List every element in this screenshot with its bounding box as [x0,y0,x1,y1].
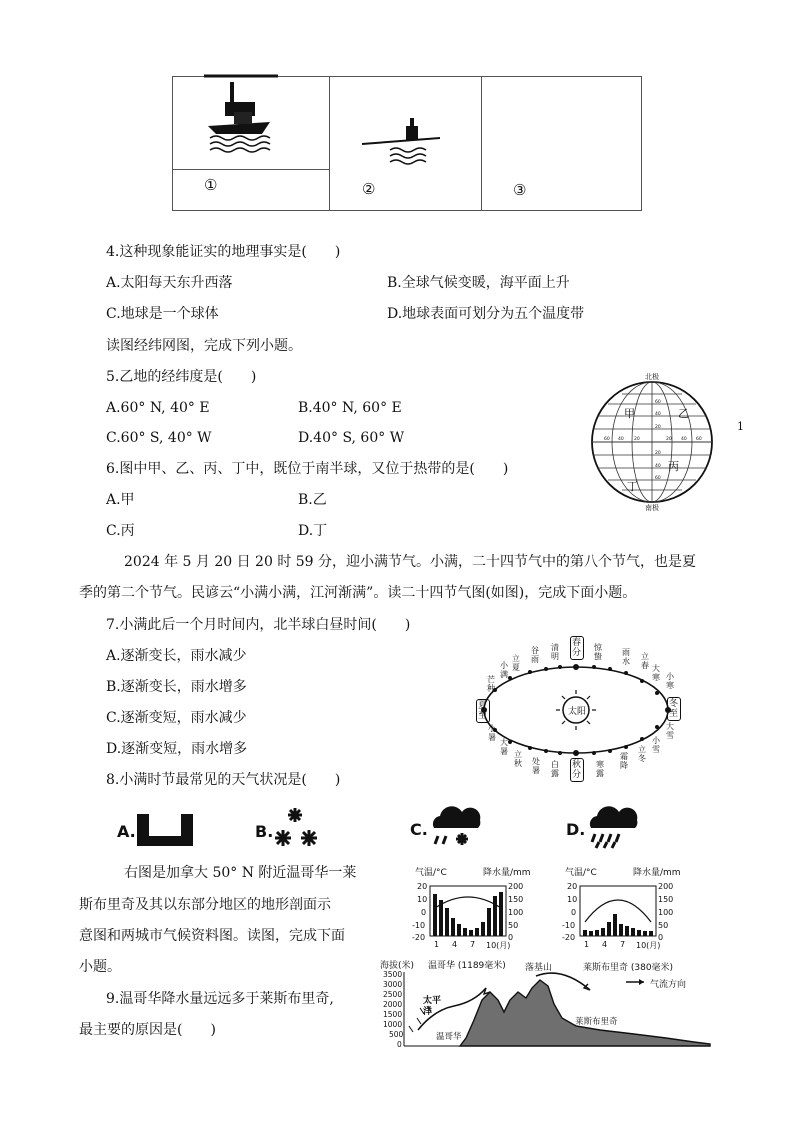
term-lichun: 立春 [641,652,649,670]
lethbridge-temp-tick: -20 [562,933,576,942]
vancouver-precip-tick: 50 [508,921,519,930]
q6-option-c[interactable]: C.丙 [106,523,135,539]
q6-option-b[interactable]: B.乙 [298,492,327,508]
altitude-axis-label: 海拔(米) [380,961,415,971]
q6-stem: 6.图中甲、乙、丙、丁中，既位于南半球，又位于热带的是( ) [106,461,509,477]
intro-grid: 读图经纬网图，完成下列小题。 [106,338,302,354]
term-winter-solstice: 冬至 [667,697,681,721]
svg-text:20: 20 [666,437,672,442]
passage-line-2: 季的第二个节气。民谚云“小满小满，江河渐满”。读二十四节气图(如图)，完成下面小题。 [79,585,637,601]
altitude-tick: 2500 [383,990,403,999]
page-number-mark: 1 [737,420,744,433]
svg-text:40: 40 [655,412,661,417]
svg-text:20: 20 [655,425,661,430]
vancouver-climate-chart [430,884,506,938]
altitude-tick: 2000 [383,1000,403,1009]
term-bailu: 白露 [551,760,559,778]
lethbridge-temp-axis-label: 气温/°C [565,868,597,878]
q8-option-a[interactable]: A. [117,822,136,841]
vancouver-month-tick: 4 [452,940,458,949]
globe-grid-map [588,372,718,512]
altitude-tick: 1500 [383,1010,403,1019]
term-lidong: 立冬 [638,745,646,763]
q5-option-a[interactable]: A.60° N, 40° E [106,400,210,416]
lethbridge-temp-tick: 20 [567,882,578,891]
passage-line-1: 2024 年 5 月 20 日 20 时 59 分，迎小满节气。小满，二十四节气中的第八个节气，也是夏 [124,554,697,570]
snow-weather-icon [273,806,323,850]
lethbridge-precip-tick: 100 [658,908,674,917]
term-daxue: 大雪 [666,722,674,740]
q9-line-2: 最主要的原因是( ) [79,1022,216,1038]
table-divider [329,76,330,210]
svg-text:40: 40 [618,437,624,442]
lethbridge-month-tick: 10(月) [636,941,661,950]
vancouver-month-tick: 7 [470,940,476,949]
term-shuangjiang: 霜降 [620,752,628,770]
ship-partial-illustration [362,116,442,166]
svg-text:60: 60 [655,400,661,405]
sunny-weather-icon [135,812,195,848]
vancouver-month-tick: 1 [434,940,440,949]
altitude-tick: 3500 [383,970,403,979]
term-summer-solstice: 夏至 [476,699,490,723]
lethbridge-temp-tick: 0 [571,908,577,917]
lethbridge-temp-tick: 10 [567,895,578,904]
rocky-mountains-label: 落基山 [525,963,553,973]
q8-option-b[interactable]: B. [255,822,274,841]
lethbridge-month-tick: 4 [602,940,608,949]
term-mangzhong: 芒种 [487,675,495,693]
term-jingzhe: 惊蛰 [594,643,602,661]
q8-option-c[interactable]: C. [410,820,428,839]
q4-option-c[interactable]: C.地球是一个球体 [106,306,219,322]
table-divider [481,76,482,210]
term-yushui: 雨水 [622,648,630,666]
altitude-tick: 0 [397,1040,402,1049]
lethbridge-climate-chart [580,884,656,938]
q4-option-a[interactable]: A.太阳每天东升西落 [106,275,233,291]
term-chushu: 处暑 [532,757,540,775]
vancouver-temp-tick: -10 [412,921,426,930]
vancouver-header: 温哥华 (1189毫米) [428,961,506,971]
vancouver-precip-tick: 100 [508,908,524,917]
term-lixia: 立夏 [512,654,520,672]
term-xiaohan: 小寒 [666,672,674,690]
q7-option-d[interactable]: D.逐渐变短，雨水增多 [106,741,248,757]
q5-option-b[interactable]: B.40° N, 60° E [298,400,402,416]
vancouver-temp-axis-label: 气温/°C [415,868,447,878]
term-xiaoshu: 小暑 [488,724,496,742]
vancouver-temp-tick: 0 [421,908,427,917]
lethbridge-precip-axis-label: 降水量/mm [633,868,681,878]
q4-option-b[interactable]: B.全球气候变暖，海平面上升 [387,275,570,291]
vancouver-site-label: 温哥华 [436,1032,462,1042]
rain-snow-weather-icon [426,806,488,848]
q9-line-1: 9.温哥华降水量远远多于莱斯布里奇, [106,991,334,1007]
svg-text:20: 20 [634,437,640,442]
vancouver-temp-tick: -20 [412,933,426,942]
term-guyu: 谷雨 [531,646,539,664]
term-xiaoxue: 小雪 [652,736,660,754]
q5-stem: 5.乙地的经纬度是( ) [106,369,257,385]
globe-north-label: 北极 [645,373,659,381]
q4-stem: 4.这种现象能证实的地理事实是( ) [106,244,341,260]
lethbridge-month-tick: 7 [620,940,626,949]
q8-option-d[interactable]: D. [566,820,586,839]
term-spring-equinox: 春分 [570,636,584,660]
vancouver-temp-tick: 20 [417,882,428,891]
pacific-ocean-label: 太平洋 [423,996,442,1017]
term-dashu: 大暑 [500,738,508,756]
vancouver-temp-tick: 10 [417,895,428,904]
ship-label-1: ① [204,176,218,194]
lethbridge-temp-tick: -10 [562,921,576,930]
sun-label: 太阳 [568,707,587,717]
q6-option-d[interactable]: D.丁 [298,523,328,539]
svg-text:20: 20 [655,451,661,456]
altitude-tick: 500 [389,1030,404,1039]
intro-canada-line-4: 小题。 [79,959,121,975]
globe-place-ding: 丁 [627,480,638,493]
lethbridge-precip-tick: 50 [658,921,669,930]
svg-text:60: 60 [696,437,702,442]
svg-text:60: 60 [604,437,610,442]
table-divider [172,169,330,170]
lethbridge-precip-tick: 150 [658,895,674,904]
svg-text:40: 40 [681,437,687,442]
altitude-tick: 1000 [383,1020,403,1029]
q4-option-d[interactable]: D.地球表面可划分为五个温度带 [387,306,585,322]
term-autumn-equinox: 秋分 [570,758,584,782]
term-liqiu: 立秋 [514,750,522,768]
q5-option-d[interactable]: D.40° S, 60° W [298,430,405,446]
svg-text:60: 60 [655,476,661,481]
rain-weather-icon [583,806,645,848]
q6-option-a[interactable]: A.甲 [106,492,135,508]
lethbridge-precip-tick: 200 [658,882,674,891]
q7-option-b[interactable]: B.逐渐变长，雨水增多 [106,679,247,695]
vancouver-precip-axis-label: 降水量/mm [483,868,531,878]
globe-place-jia: 甲 [624,407,635,420]
svg-text:40: 40 [655,464,661,469]
term-xiaoman: 小满 [500,661,508,679]
ship-label-2: ② [362,180,376,198]
airflow-direction-label: 气流方向 [650,980,687,990]
lethbridge-month-tick: 1 [584,940,590,949]
q7-option-c[interactable]: C.逐渐变短，雨水减少 [106,710,247,726]
q7-option-a[interactable]: A.逐渐变长，雨水减少 [106,648,247,664]
intro-canada-line-3: 意图和两城市气候资料图。读图，完成下面 [79,928,345,944]
intro-canada-line-2: 斯布里奇及其以东部分地区的地形剖面示 [79,897,331,913]
intro-canada-line-1: 右图是加拿大 50° N 附近温哥华一莱 [124,865,357,881]
q5-option-c[interactable]: C.60° S, 40° W [106,430,212,446]
ship-label-3: ③ [513,181,527,199]
globe-place-yi: 乙 [678,407,689,420]
vancouver-precip-tick: 200 [508,882,524,891]
globe-place-bing: 丙 [668,460,679,473]
q7-stem: 7.小满此后一个月时间内，北半球白昼时间( ) [106,617,411,633]
ship-full-illustration [200,74,280,154]
vancouver-month-tick: 10(月) [486,941,511,950]
vancouver-precip-tick: 150 [508,895,524,904]
altitude-tick: 3000 [383,980,403,989]
term-qingming: 清明 [551,643,559,661]
vancouver-precip-tick: 0 [508,933,514,942]
globe-south-label: 南极 [645,504,659,512]
term-hanlu: 寒露 [596,760,604,778]
lethbridge-header: 莱斯布里奇 (380毫米) [583,963,674,973]
term-dahan: 大寒 [652,664,660,682]
lethbridge-precip-tick: 0 [658,933,664,942]
q8-stem: 8.小满时节最常见的天气状况是( ) [106,772,341,788]
lethbridge-site-label: 莱斯布里奇 [575,1017,618,1027]
